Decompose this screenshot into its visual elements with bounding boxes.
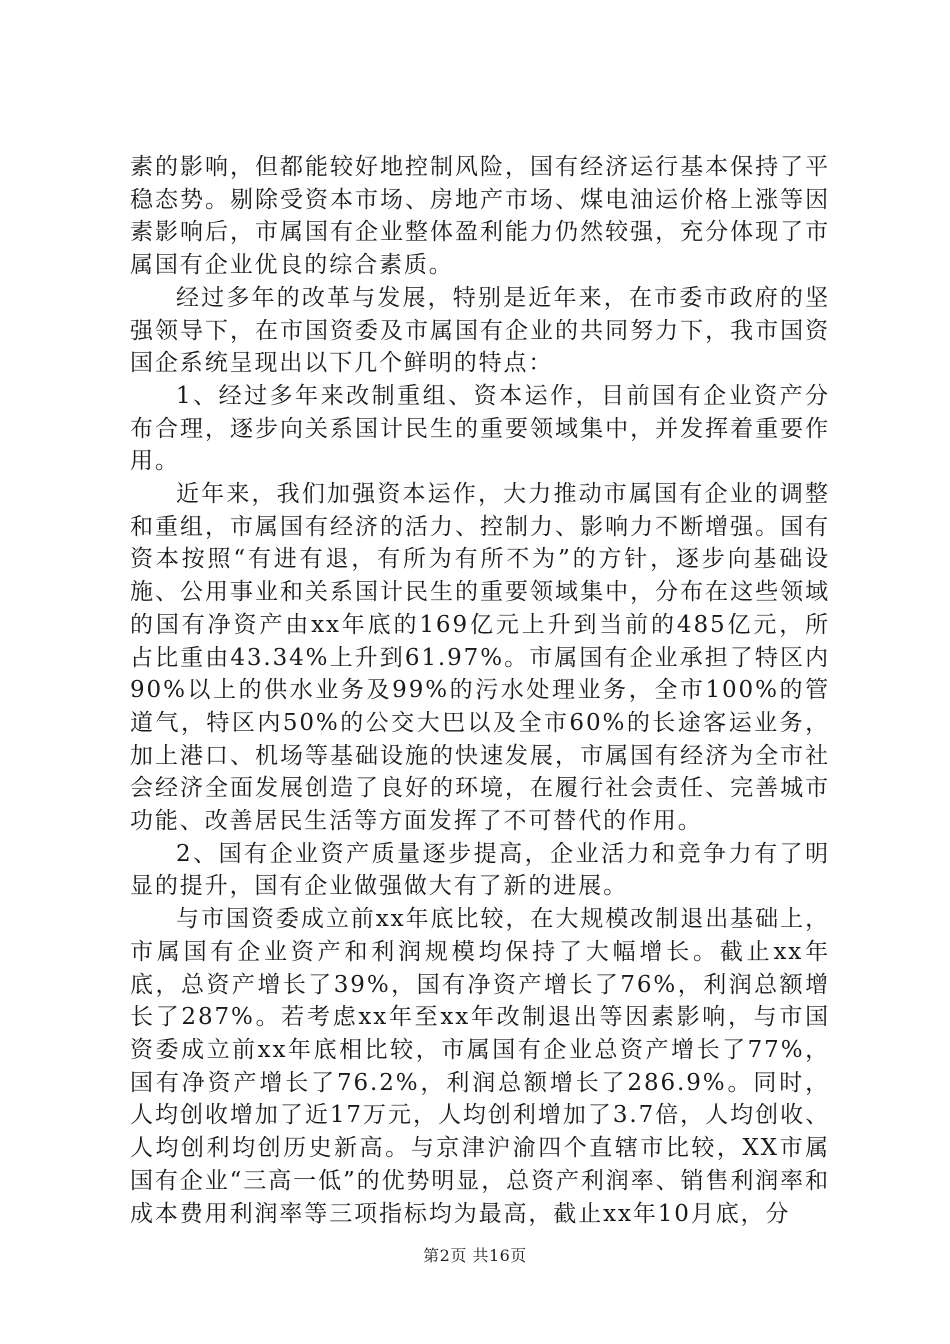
paragraph-5-numbered: 2、国有企业资产质量逐步提高，企业活力和竞争力有了明显的提升，国有企业做强做大有了新的进展。 [130,840,830,900]
paragraph-2: 经过多年的改革与发展，特别是近年来，在市委市政府的坚强领导下，在市国资委及市属国有企业的共同努力下，我市国资国企系统呈现出以下几个鲜明的特点： [130,284,830,377]
paragraph-1: 素的影响，但都能较好地控制风险，国有经济运行基本保持了平稳态势。剔除受资本市场、房地产市场、煤电油运价格上涨等因素影响后，市属国有企业整体盈利能力仍然较强，充分体现了市属国有企业优良的综合素质。 [130,154,830,279]
paragraph-6: 与市国资委成立前xx年底比较，在大规模改制退出基础上，市属国有企业资产和利润规模均保持了大幅增长。截止xx年底，总资产增长了39%，国有净资产增长了76%，利润总额增长了287%。若考虑xx年至xx年改制退出等因素影响，与市国资委成立前xx年底相比较，市属国有企业总资产增长了77%，国有净资产增长了76.2%，利润总额增长了286.9%。同时，人均创收增加了近17万元，人均创利增加了3.7倍，人均创收、人均创利均创历史新高。与京津沪渝四个直辖市比较，XX市属国有企业“三高一低”的优势明显，总资产利润率、销售利润率和成本费用利润率等三项指标均为最高，截止xx年10月底，分 [130,906,830,1227]
paragraph-3-numbered: 1、经过多年来改制重组、资本运作，目前国有企业资产分布合理，逐步向关系国计民生的重要领域集中，并发挥着重要作用。 [130,382,830,475]
page-footer: 第2页 共16页 [423,1246,527,1265]
paragraph-4: 近年来，我们加强资本运作，大力推动市属国有企业的调整和重组，市属国有经济的活力、控制力、影响力不断增强。国有资本按照“有进有退，有所为有所不为”的方针，逐步向基础设施、公用事业和关系国计民生的重要领域集中，分布在这些领域的国有净资产由xx年底的169亿元上升到当前的485亿元，所占比重由43.34%上升到61.97%。市属国有企业承担了特区内90%以上的供水业务及99%的污水处理业务，全市100%的管道气，特区内50%的公交大巴以及全市60%的长途客运业务，加上港口、机场等基础设施的快速发展，市属国有经济为全市社会经济全面发展创造了良好的环境，在履行社会责任、完善城市功能、改善居民生活等方面发挥了不可替代的作用。 [130,481,830,835]
document-body [130,151,830,1230]
